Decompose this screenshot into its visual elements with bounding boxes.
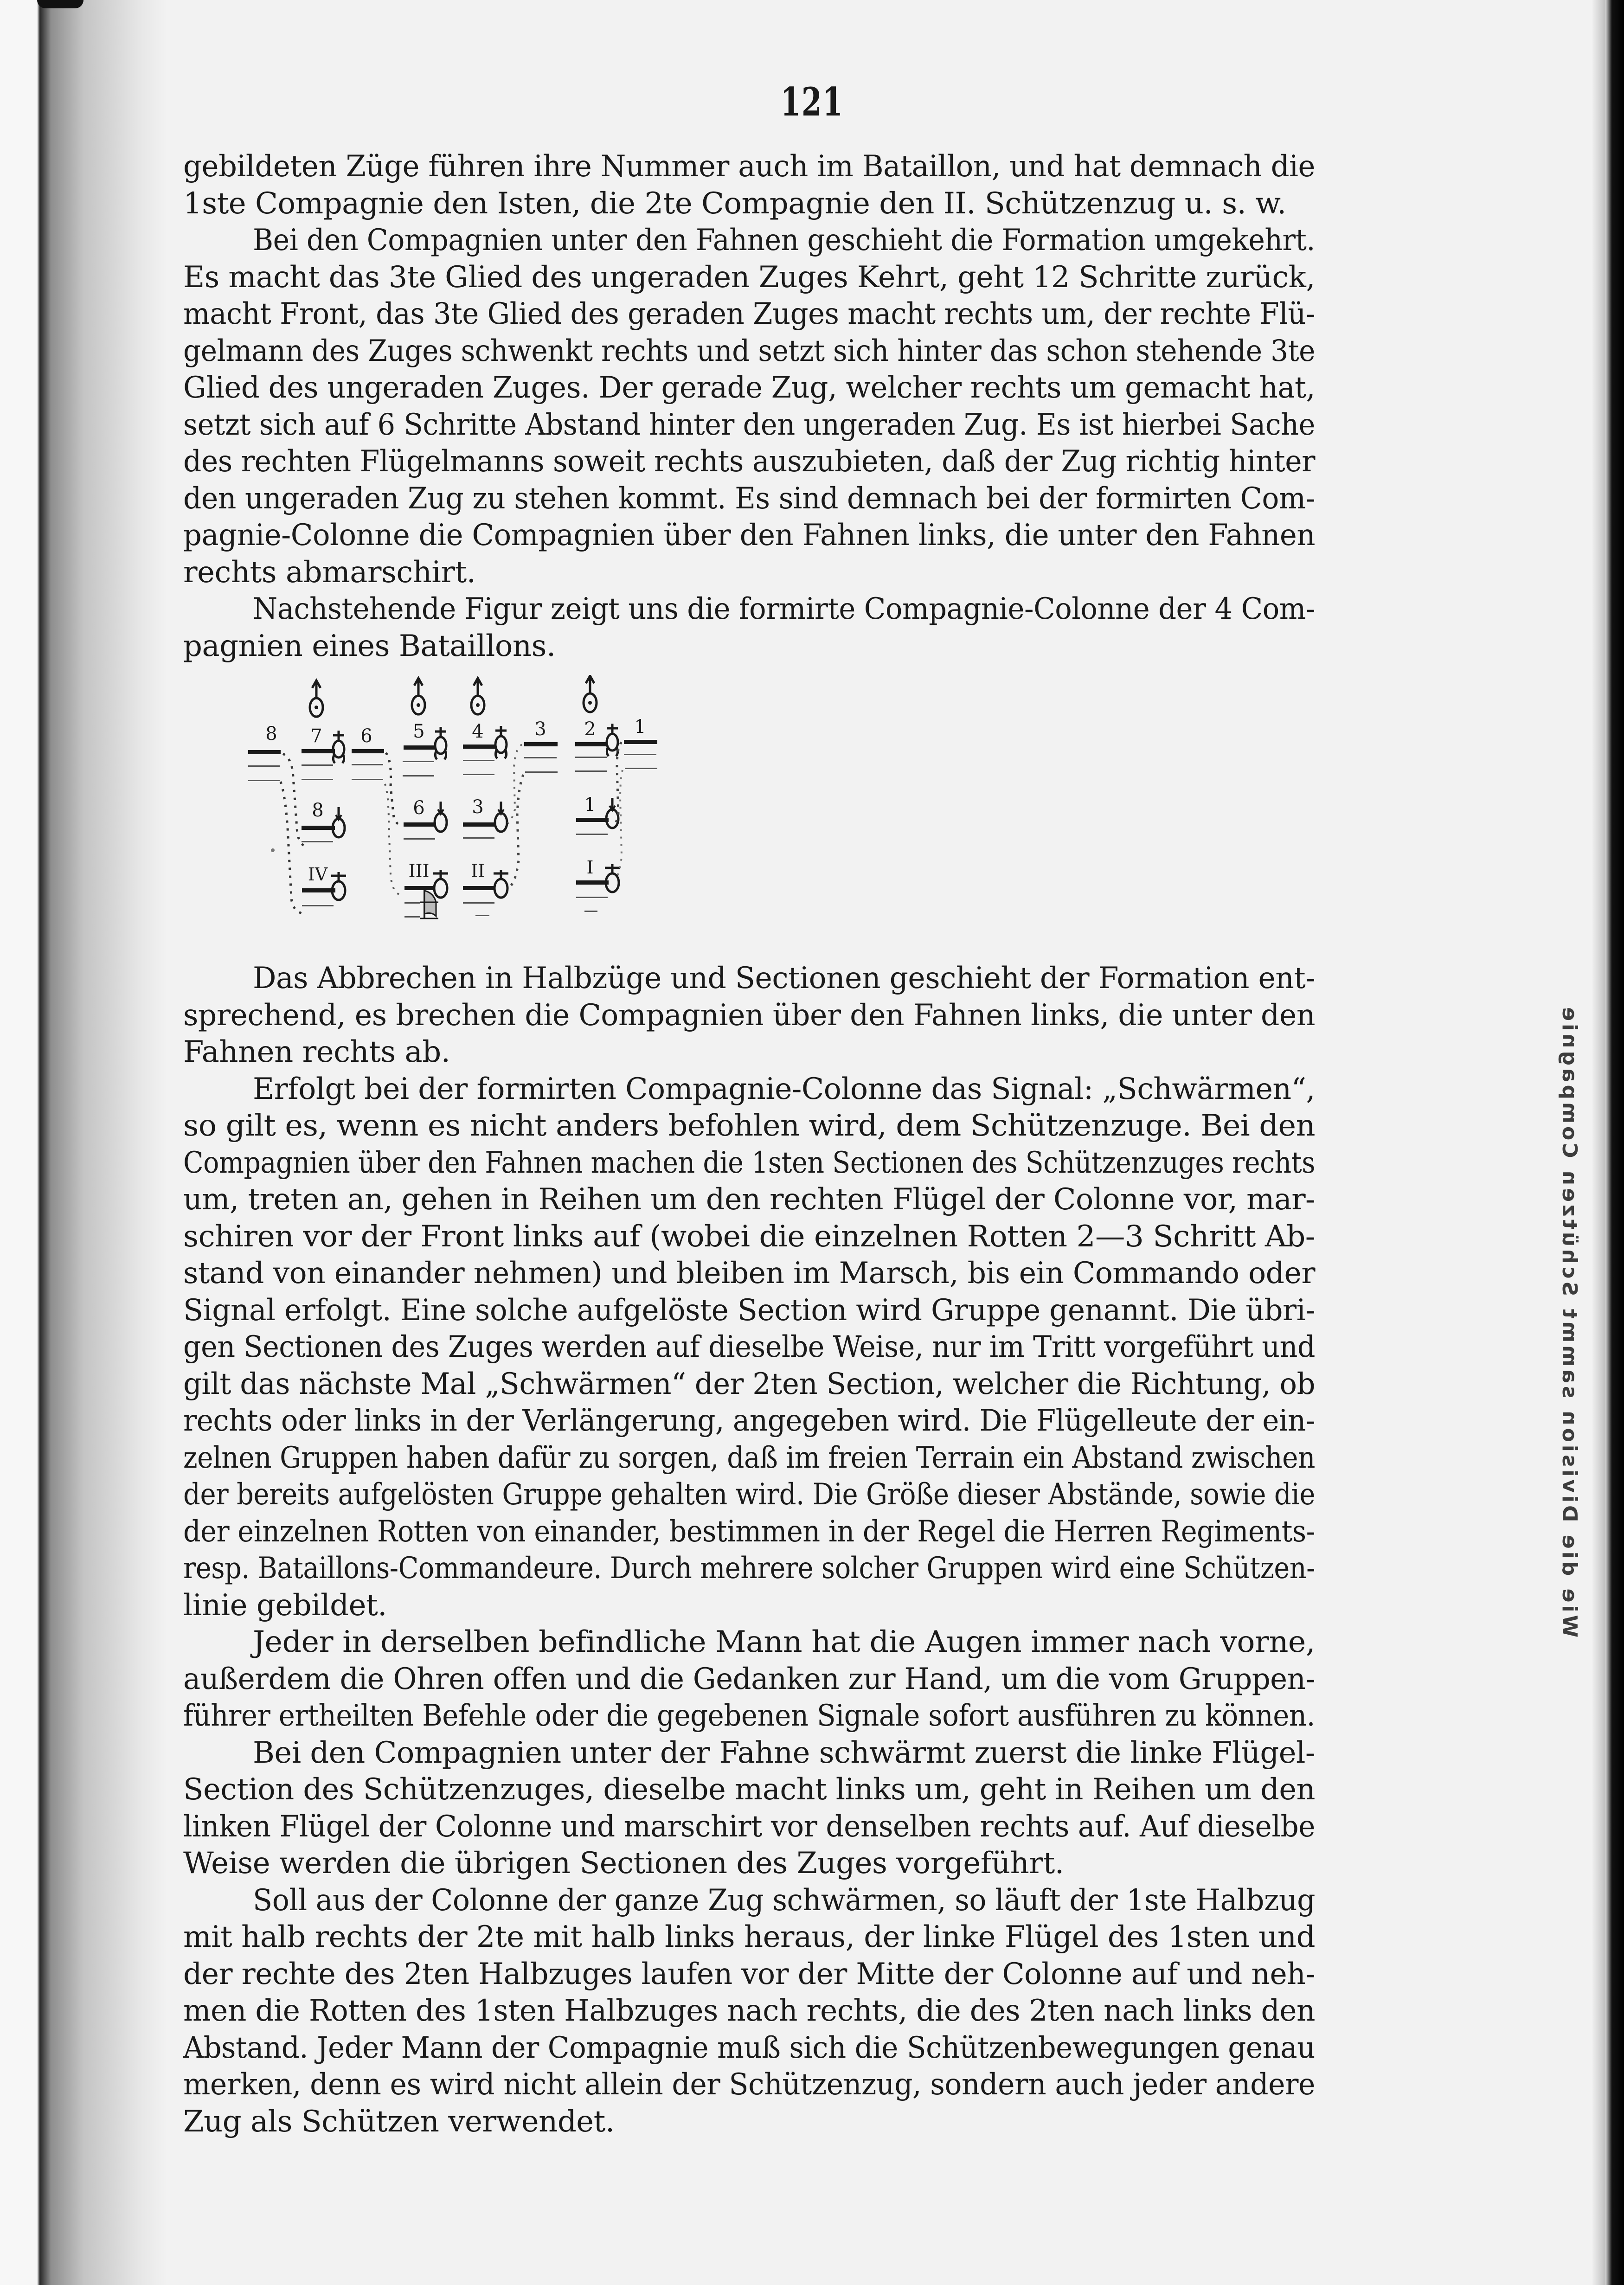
nco-symbol xyxy=(333,731,344,763)
text-line: den ungeraden Zug zu stehen kommt. Es sind demnach bei der formirten Com- xyxy=(183,481,1315,516)
scan-artifact xyxy=(37,0,83,8)
text-line: Zug als Schützen verwendet. xyxy=(183,2104,615,2139)
text-line: Signal erfolgt. Eine solche aufgelöste Section wird Gruppe genannt. Die übri- xyxy=(183,1293,1315,1328)
text-line: schiren vor der Front links auf (wobei die einzelnen Rotten 2—3 Schritt Ab- xyxy=(183,1219,1315,1254)
text-line: Fahnen rechts ab. xyxy=(183,1035,450,1069)
text-line: Soll aus der Colonne der ganze Zug schwärmen, so läuft der 1ste Halbzug xyxy=(253,1883,1315,1918)
text-line: gelmann des Zuges schwenkt rechts und setzt sich hinter das schon stehende 3te xyxy=(183,334,1315,368)
movement-path xyxy=(281,782,304,914)
svg-text:1: 1 xyxy=(634,716,646,738)
text-line: Erfolgt bei der formirten Compagnie-Colonne das Signal: „Schwärmen“, xyxy=(253,1072,1315,1106)
rank-line xyxy=(248,750,281,754)
text-line: um, treten an, gehen in Reihen um den rechten Flügel der Colonne vor, mar- xyxy=(183,1182,1315,1217)
text-line: gilt das nächste Mal „Schwärmen“ der 2ten Section, welcher die Richtung, ob xyxy=(183,1367,1315,1401)
svg-text:I: I xyxy=(586,857,594,878)
text-line: der bereits aufgelösten Gruppe gehalten wird. Die Größe dieser Abstände, sowie die xyxy=(183,1477,1315,1512)
text-line: außerdem die Ohren offen und die Gedanken zur Hand, um die vom Gruppen- xyxy=(183,1662,1315,1696)
text-line: führer ertheilten Befehle oder die gegebenen Signale sofort ausführen zu können. xyxy=(183,1699,1315,1733)
text-line: macht Front, das 3te Glied des geraden Zuges macht rechts um, der rechte Flü- xyxy=(183,297,1315,331)
text-line: rechts abmarschirt. xyxy=(183,555,476,590)
book-edge xyxy=(1605,0,1624,2285)
svg-text:6: 6 xyxy=(360,725,372,747)
text-line: Compagnien über den Fahnen machen die 1sten Sectionen des Schützenzuges rechts xyxy=(183,1145,1315,1180)
text-line: zelnen Gruppen haben dafür zu sorgen, daß im freien Terrain ein Abstand zwischen xyxy=(183,1440,1315,1475)
text-line: gen Sectionen des Zuges werden auf dieselbe Weise, nur im Tritt vorgeführt und xyxy=(183,1330,1315,1364)
text-line: Abstand. Jeder Mann der Compagnie muß sich die Schützenbewegungen genau xyxy=(183,2030,1315,2065)
page-number: 121 xyxy=(780,79,844,125)
nco-symbol xyxy=(333,807,345,837)
text-line: mit halb rechts der 2te mit halb links heraus, der linke Flügel des 1sten und xyxy=(183,1920,1315,1954)
text-line: men die Rotten des 1sten Halbzuges nach rechts, die des 2ten nach links den xyxy=(183,1994,1315,2028)
svg-text:5: 5 xyxy=(413,721,425,742)
text-line: Glied des ungeraden Zuges. Der gerade Zug, welcher rechts um gemacht hat, xyxy=(183,371,1315,405)
nco-symbol xyxy=(331,872,346,900)
svg-text:4: 4 xyxy=(472,721,484,742)
text-line: des rechten Flügelmanns soweit rechts auszubieten, daß der Zug richtig hinter xyxy=(183,444,1315,479)
compagnie-colonne-figure xyxy=(241,675,1317,949)
text-line: der rechte des 2ten Halbzuges laufen vor der Mitte der Colonne auf und neh- xyxy=(183,1957,1315,1991)
svg-text:3: 3 xyxy=(534,719,546,740)
zug-label: 8 xyxy=(265,723,277,745)
officer-symbol xyxy=(310,680,323,717)
text-line: Es macht das 3te Glied des ungeraden Zuges Kehrt, geht 12 Schritte zurück, xyxy=(183,260,1315,295)
body-text-bottom xyxy=(183,960,1315,2140)
text-line: Section des Schützenzuges, dieselbe macht links um, geht in Reihen um den xyxy=(183,1772,1315,1807)
text-line: Bei den Compagnien unter der Fahne schwärmt zuerst die linke Flügel- xyxy=(253,1735,1315,1770)
text-line: Bei den Compagnien unter den Fahnen geschieht die Formation umgekehrt. xyxy=(253,223,1315,257)
text-line: Jeder in derselben befindliche Mann hat die Augen immer nach vorne, xyxy=(253,1625,1315,1659)
text-line: der einzelnen Rotten von einander, bestimmen in der Regel die Herren Regiments- xyxy=(183,1514,1315,1549)
svg-text:1: 1 xyxy=(584,794,596,815)
text-line: Weise werden die übrigen Sectionen des Zuges vorgeführt. xyxy=(183,1846,1064,1881)
text-line: Nachstehende Figur zeigt uns die formirte Compagnie-Colonne der 4 Com- xyxy=(253,592,1315,626)
movement-path xyxy=(283,754,306,847)
text-line: stand von einander nehmen) und bleiben im Marsch, bis ein Commando oder xyxy=(183,1256,1315,1290)
text-line: setzt sich auf 6 Schritte Abstand hinter den ungeraden Zug. Es ist hierbei Sache xyxy=(183,407,1315,442)
text-line: gebildeten Züge führen ihre Nummer auch im Bataillon, und hat demnach die xyxy=(183,149,1315,184)
svg-text:III: III xyxy=(408,860,430,881)
text-line: linie gebildet. xyxy=(183,1588,387,1623)
svg-text:3: 3 xyxy=(472,796,484,818)
page-fold xyxy=(1592,0,1605,2285)
text-line: Das Abbrechen in Halbzüge und Sectionen geschieht der Formation ent- xyxy=(253,961,1315,995)
text-line: pagnie-Colonne die Compagnien über den Fahnen links, die unter den Fahnen xyxy=(183,518,1315,552)
text-line: resp. Bataillons-Commandeure. Durch mehrere solcher Gruppen wird eine Schützen- xyxy=(183,1551,1315,1585)
text-line: merken, denn es wird nicht allein der Schützenzug, sondern auch jeder andere xyxy=(183,2067,1315,2102)
text-line: pagnien eines Bataillons. xyxy=(183,629,556,663)
text-line: linken Flügel der Colonne und marschirt vor denselben rechts auf. Auf dieselbe xyxy=(183,1809,1315,1844)
text-line: so gilt es, wenn es nicht anders befohlen wird, dem Schützenzuge. Bei den xyxy=(183,1109,1315,1143)
bleed-through-text: Wie die Division sammt Schützen Compagnie xyxy=(1558,1004,1581,1637)
svg-text:7: 7 xyxy=(310,725,322,747)
formation-diagram xyxy=(241,675,1317,949)
svg-text:2: 2 xyxy=(584,719,596,740)
svg-text:IV: IV xyxy=(308,864,328,885)
svg-text:II: II xyxy=(470,860,485,881)
svg-text:6: 6 xyxy=(413,797,425,819)
svg-text:8: 8 xyxy=(312,800,324,821)
body-text-top xyxy=(183,148,1315,665)
text-line: sprechend, es brechen die Compagnien über den Fahnen links, die unter den xyxy=(183,998,1315,1033)
text-line: 1ste Compagnie den Isten, die 2te Compagnie den II. Schützenzug u. s. w. xyxy=(183,186,1286,221)
text-line: rechts oder links in der Verlängerung, angegeben wird. Die Flügelleute der ein- xyxy=(183,1404,1315,1438)
book-gutter-shadow xyxy=(0,0,167,2285)
